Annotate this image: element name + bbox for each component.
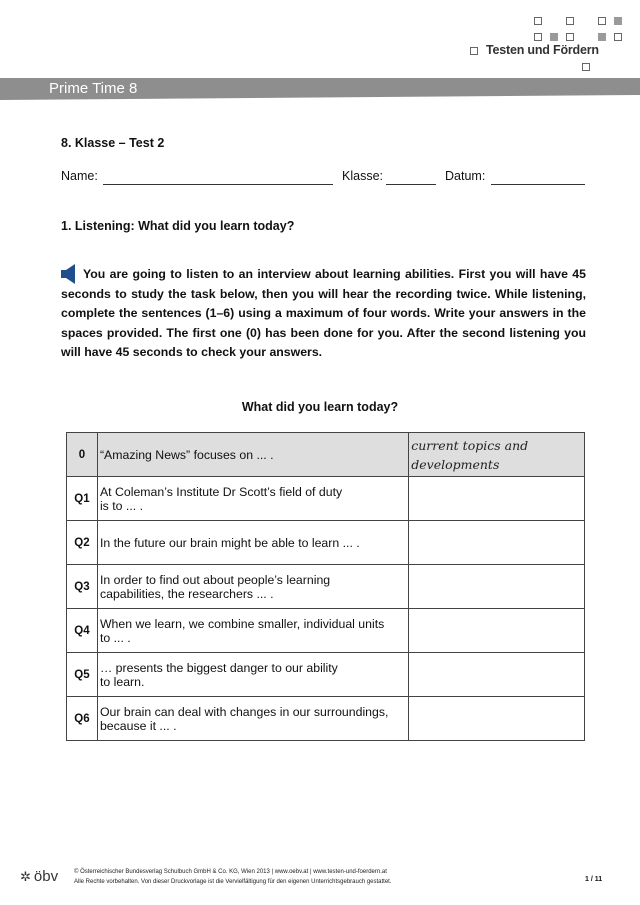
- logo-square: [566, 17, 574, 25]
- question-line: to learn.: [99, 674, 145, 689]
- page-number: 1 / 11: [585, 876, 603, 883]
- instructions-text: You are going to listen to an interview about learning abilities. First you will have 45 seconds to study the task below, then you will hear the recording twice. While listening, complete the sentences (1–6) using a maximum of four words. Write your answers in the spaces provided. The first one (0) has been done for you. After the second listening you will have 45 seconds to check your answers.: [61, 267, 586, 360]
- answer-field[interactable]: [409, 521, 585, 565]
- logo-square: [534, 33, 542, 41]
- table-title: What did you learn today?: [241, 400, 399, 414]
- question-text: [97, 609, 408, 653]
- logo-square: [614, 17, 622, 25]
- question-text: [97, 565, 408, 609]
- question-line: In order to find out about people’s learning: [99, 572, 331, 587]
- logo-square: [470, 47, 478, 55]
- test-heading: 8. Klasse – Test 2: [61, 136, 165, 150]
- question-number: Q2: [67, 521, 98, 565]
- example-answer: [409, 433, 585, 477]
- datum-label: Datum:: [445, 169, 486, 183]
- question-text: [97, 433, 408, 477]
- question-line: to ... .: [99, 630, 131, 645]
- answer-field[interactable]: [409, 697, 585, 741]
- question-line: In the future our brain might be able to learn ... .: [99, 535, 360, 550]
- name-label: Name:: [61, 169, 98, 183]
- table-row: [67, 477, 585, 521]
- table-row: [67, 565, 585, 609]
- student-info-row: [61, 169, 585, 189]
- question-number: 0: [67, 433, 98, 477]
- logo-square: [566, 33, 574, 41]
- question-line: because it ... .: [99, 718, 177, 733]
- handwritten-answer: current topics and developments: [411, 437, 529, 472]
- question-number: Q6: [67, 697, 98, 741]
- copyright-line-2: Alle Rechte vorbehalten. Von dieser Druckvorlage ist die Vervielfältigung für den eigenen Unterrichtsgebrauch gestattet.: [74, 879, 392, 885]
- obv-star-icon: ✲: [20, 869, 31, 884]
- logo-square: [550, 33, 558, 41]
- question-number: Q4: [67, 609, 98, 653]
- copyright-notice: [74, 867, 392, 887]
- question-text: [97, 477, 408, 521]
- brand-name: Testen und Fördern: [486, 43, 599, 57]
- publisher-logo: [20, 868, 58, 885]
- table-row: [67, 609, 585, 653]
- question-line: is to ... .: [99, 498, 144, 513]
- table-row: [67, 653, 585, 697]
- answer-field[interactable]: [409, 609, 585, 653]
- question-table: [66, 432, 585, 741]
- instructions: [61, 265, 586, 363]
- banner-title: Prime Time 8: [49, 80, 138, 97]
- question-line: … presents the biggest danger to our ability: [99, 660, 338, 675]
- klasse-field[interactable]: [386, 184, 436, 185]
- klasse-label: Klasse:: [342, 169, 383, 183]
- question-number: Q5: [67, 653, 98, 697]
- section-title: 1. Listening: What did you learn today?: [61, 219, 295, 233]
- question-text: [97, 521, 408, 565]
- logo-square: [582, 63, 590, 71]
- question-line: “Amazing News” focuses on ... .: [99, 447, 274, 462]
- question-text: [97, 653, 408, 697]
- answer-field[interactable]: [409, 653, 585, 697]
- table-row: [67, 433, 585, 477]
- question-line: When we learn, we combine smaller, individual units: [99, 616, 385, 631]
- answer-field[interactable]: [409, 477, 585, 521]
- logo-square: [614, 33, 622, 41]
- question-text: [97, 697, 408, 741]
- datum-field[interactable]: [491, 184, 585, 185]
- question-line: capabilities, the researchers ... .: [99, 586, 274, 601]
- question-number: Q1: [67, 477, 98, 521]
- table-row: [67, 521, 585, 565]
- question-line: Our brain can deal with changes in our surroundings,: [99, 704, 389, 719]
- copyright-line-1: © Österreichischer Bundesverlag Schulbuch GmbH & Co. KG, Wien 2013 | www.oebv.at | www.testen-und-foerdern.at: [74, 869, 387, 875]
- name-field[interactable]: [103, 184, 333, 185]
- logo-square: [534, 17, 542, 25]
- publisher-logo-text: öbv: [33, 868, 59, 885]
- question-number: Q3: [67, 565, 98, 609]
- question-line: At Coleman’s Institute Dr Scott’s field of duty: [99, 484, 343, 499]
- logo-square: [598, 17, 606, 25]
- answer-field[interactable]: [409, 565, 585, 609]
- logo-square: [598, 33, 606, 41]
- table-row: [67, 697, 585, 741]
